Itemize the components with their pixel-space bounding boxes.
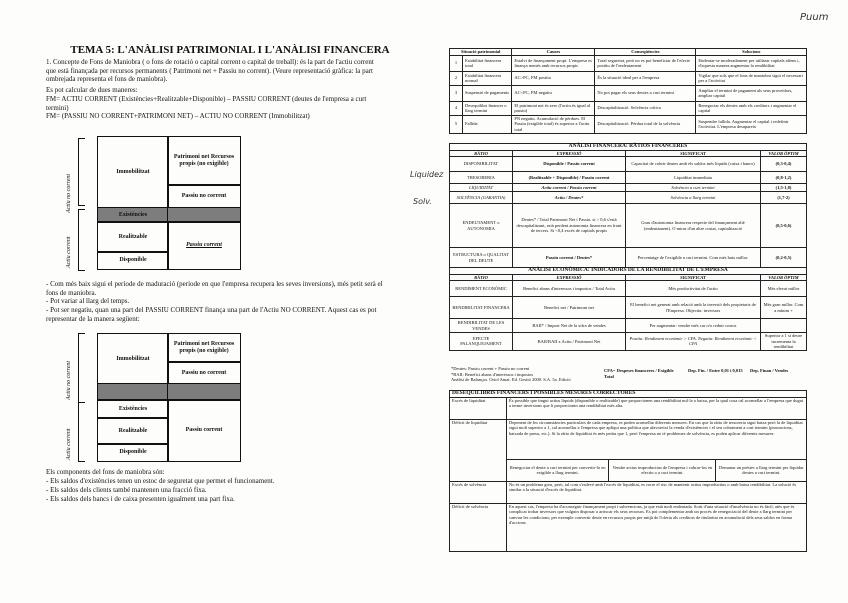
- handwritten-margin-note-solv: Solv.: [413, 197, 432, 206]
- ratio-optimal: (1,5-1,8): [761, 184, 807, 192]
- ratio-row-rendiment-economic: [450, 281, 807, 297]
- significat2-col-header: SIGNIFICAT: [626, 274, 761, 281]
- ratio-meaning: El benefici net generat amb relació amb la inversió dels propietaris de l'Empresa. Objectiu: inversors: [626, 297, 761, 319]
- cell: Endeutar-se moderadament per utilitzar capitals aliens i, d'aquesta manera augmentar la rendibilitat: [696, 55, 807, 71]
- label-actiu-no-corrent: Actiu no corrent: [66, 173, 72, 213]
- passiu-no-corrent2-label: Passiu no corrent: [181, 369, 227, 376]
- bracket-ac: [78, 209, 85, 271]
- footnote-cfa: CFA= Despeses financeres / Exigible Total: [604, 368, 674, 379]
- passiu-corrent-label: Passiu corrent: [186, 242, 222, 248]
- row-number: 3: [450, 85, 463, 101]
- bracket2-ac: [78, 402, 85, 462]
- ratio-name: RENDIMENT ECONÒMIC: [450, 281, 513, 297]
- ratio-optimal: (0,3-0,4): [761, 157, 807, 172]
- row-heading: Excés de liquiditat: [450, 397, 507, 419]
- label-actiu-corrent: Actiu corrent: [66, 236, 72, 268]
- col-header-causes: Causes: [512, 49, 595, 56]
- patrimoni-net2-label: Patrimoni net Recursos propis (no exigible): [173, 341, 235, 354]
- patrimoni-net2-block: [167, 333, 241, 363]
- cell: Renegociar els deutes amb els creditors i augmentar el capital: [696, 101, 807, 115]
- calc-intro: Es pot calcular de dues maneres:: [46, 86, 138, 94]
- realitzable-block: [97, 221, 169, 253]
- realitzable2-label: Realitzable: [118, 427, 148, 434]
- mesura-prestec: Demanar un préstec a llarg termini per liquidar deutes a curt termini.: [716, 459, 807, 481]
- ratio-name: RENDIBILITAT FINANCERA: [450, 297, 513, 319]
- definition-text: 1. Concepte de Fons de Maniobra ( o fons de rotació o capital corrent o capital de treball): és la part de l'actiu corrent que està finançada per recursos permanents ( Patrimoni net + Passiu no corrent). (Veure representació gràfica: la part ombrejada representa el fons de maniobra).: [46, 58, 374, 83]
- cell: Suspendre fallida. Augmentar el capital i redefinir l'activitat. L'empresa desapareix: [696, 115, 807, 133]
- realitzable-label: Realitzable: [118, 233, 148, 240]
- expressio-col-header: EXPRESSIÓ: [513, 150, 626, 157]
- ratio-meaning: Més productivitat de l'actiu: [626, 281, 761, 297]
- ratio-name: SOLVÈNCIA (GARANTIA): [450, 192, 513, 204]
- row-heading: Excés de solvència: [450, 481, 507, 503]
- row-text: En aquest cas, l'empresa ha d'aconseguir finançament propi i subvencions, ja que està molt endeutada. Sorti d'una situació d'insolvència no és fàcil, atès que és complicat trobar inversors que vulguin disposar a arriscar els seus recursos. Es pot complementar amb un procés de renegociació del deute a llarg termini per canviar les condicions; per exemple convertir deute en recursos propis per mitjà de l'oferta als creditors de titularitat en acumulació dels seus saldos en forma d'accions.: [507, 503, 807, 551]
- footnote-source: Anàlisi de Balanços. Oriol Amat. Ed. Gestió 2000. S.A. 5a. Edició: [451, 377, 571, 382]
- cell: AC<PC, FM negatiu: [512, 85, 595, 101]
- cell: Total seguretat, però no es pot beneficiar de l'efecte positiu de l'endeutament: [595, 55, 696, 71]
- passiu-corrent2-block: [167, 399, 241, 462]
- ratio-row-tresoreria: [450, 172, 807, 184]
- ratio-row-solvencia: [450, 192, 807, 204]
- patrimoni-net-block: [167, 136, 241, 186]
- fons-maniobra-definition: [46, 58, 384, 84]
- ratio-optimal: (0,8-1,2): [761, 172, 807, 184]
- cell: Suspensió de pagaments: [463, 85, 512, 101]
- formula-1: FM= ACTIU CORRENT (Existències+Realitzable+Disponible) – PASSIU CORRENT (deutes de l'empresa a curt termini): [46, 95, 367, 112]
- page-title: TEMA 5: L'ANÀLISI PATRIMONIAL I L'ANÀLISI FINANCERA: [70, 44, 390, 56]
- ratio-name: ENDEUTAMENT o AUTONOMIA: [450, 204, 513, 248]
- row-number: 5: [450, 115, 463, 133]
- bullet-variar: - Pot variar al llarg del temps.: [46, 297, 130, 305]
- handwritten-corner-note: Puum: [800, 12, 829, 23]
- passiu-no-corrent-block: [167, 184, 241, 209]
- passiu-no-corrent2-block: [167, 361, 241, 385]
- ratio-name: ESTRUCTURA o QUALITAT DEL DEUTE: [450, 248, 513, 268]
- ratio-meaning: Solvència a llarg termini: [626, 192, 761, 204]
- row-text: És possible que tingui actius líquids (disponible o realitzable) que proporcionen una rendibilitat nul·la o baixa, per la qual cosa cal aconsellar a l'empresa que dugui a terme inversions que li proporcionin una rendibilitat més alta.: [507, 397, 807, 419]
- row-deficit-liquiditat: [450, 419, 807, 459]
- table-row: [450, 71, 807, 85]
- table-row: [450, 101, 807, 115]
- col-header-solucions: Solucions: [696, 49, 807, 56]
- row-heading: Dèficit de liquiditat: [450, 419, 507, 481]
- ratio-row-estructura: [450, 248, 807, 268]
- ratio-row-disponibilitat: [450, 157, 807, 172]
- footnotes: [451, 366, 601, 383]
- ratio-row-rendibilitat-vendes: [450, 319, 807, 333]
- footnote-dep-fin: Dep. Fin. / Entre 0,01 i 0,015: [688, 368, 743, 373]
- footnote-deutes: *Deutes: Passiu corrent + Passiu no corrent: [451, 366, 530, 371]
- formula-2: FM= (PASSIU NO CORRENT+PATRIMONI NET) – ACTIU NO CORRENT (Immobilitzat): [46, 112, 310, 120]
- desequilibris-title: DESEQUILIBRIS FINANCERS I POSSIBLES MESURES CORRECTORES: [450, 391, 807, 398]
- ratio-meaning: Liquiditat immediata: [626, 172, 761, 184]
- cell: Ampliar el termini de pagament als seus proveïdors, ampliar capital: [696, 85, 807, 101]
- passiu-no-corrent-label: Passiu no corrent: [181, 193, 227, 199]
- disponible2-label: Disponible: [119, 449, 147, 455]
- balance-diagram-2: [66, 330, 256, 462]
- existencies2-block: [97, 399, 169, 419]
- mesura-renegociar: Renegociar el deute a curt termini per convertir-lo en exigible a llarg termini.: [507, 459, 609, 481]
- ratio-optimal: (0,2-0,5): [761, 248, 807, 268]
- balance-diagram-1: [66, 133, 256, 271]
- component-bancs: - Els saldos dels bancs i de caixa presenten igualment una part fixa.: [46, 495, 235, 503]
- ratio-expression: Actiu / Deutes*: [513, 192, 626, 204]
- ratio-row-efecte-palanquejament: [450, 333, 807, 351]
- ratio-meaning: Percentatge de l'exigible a curt termini. Com més baix millor.: [626, 248, 761, 268]
- cell: Vigilar que sols que el fons de maniobra sigui el necessari per a l'activitat: [696, 71, 807, 85]
- ratio2-col-header: RÀTIO: [450, 274, 513, 281]
- significat-col-header: SIGNIFICAT: [626, 150, 761, 157]
- label2-actiu-no-corrent: Actiu no corrent: [66, 360, 72, 400]
- expressio2-col-header: EXPRESSIÓ: [513, 274, 626, 281]
- ratio-row-rendibilitat-financera: [450, 297, 807, 319]
- immobilitzat-label: Immobilitzat: [116, 169, 150, 175]
- cell: PN negatiu. Acumulació de pèrdues. El Passiu (exigible total) és superior a l'actiu total: [512, 115, 595, 133]
- ratio-expression: Benefici abans d'interessos i impostos / Total Actiu: [513, 281, 626, 297]
- row-exces-liquiditat: [450, 397, 807, 419]
- immobilitzat-block: [97, 136, 169, 209]
- cell: Estalvi de finançament propi. L'empresa es finança només amb recursos propis: [512, 55, 595, 71]
- patrimoni-net-label: Patrimoni net Recursos propis (no exigible): [173, 154, 235, 167]
- row-number: 4: [450, 101, 463, 115]
- ratio-row-endeutament: [450, 204, 807, 248]
- ratio-name: TRESORERIA: [450, 172, 513, 184]
- ratio-meaning: Grau d'autonomia financera respecte del finançament aliè (endeutament). O mirar d'un altre costat, capitalització: [626, 204, 761, 248]
- ratio-meaning: Solvència a curt termini: [626, 184, 761, 192]
- ratio-expression: BAII/BAII x Actiu / Patrimoni Net: [513, 333, 626, 351]
- ratio-optimal: Més gran millor. Com a mínim +: [761, 297, 807, 319]
- col-header-situacio: Situació patrimonial: [450, 49, 512, 56]
- cell: Fallida: [463, 115, 512, 133]
- immobilitzat2-label: Immobilitzat: [116, 355, 150, 362]
- ratio-expression: Deutes* / Total Patrimoni Net i Passiu. si > 0,6 s'està descapitalitzant, està perdent autonomia financera en front de tercers. Si <0,4 excés de capitals propis: [513, 204, 626, 248]
- ratio-expression: Actiu corrent / Passiu corrent: [513, 184, 626, 192]
- ratio-meaning: Positiu: Rendiment econòmic > CFA. Negatiu: Rendiment econòmic < CFA: [626, 333, 761, 351]
- bracket2-anc: [78, 333, 85, 403]
- section-title-analisi-economica: ANÀLISI ECONÒMICA: INDICADORS DE LA RENDIBILITAT DE L'EMPRESA: [450, 268, 807, 275]
- desequilibris-table: [449, 390, 807, 552]
- ratio-expression: Disponible / Passiu corrent: [513, 157, 626, 172]
- row-number: 2: [450, 71, 463, 85]
- table-row: [450, 115, 807, 133]
- component-existencies: - Els saldos d'existències tenen un estoc de seguretat que permet el funcionament.: [46, 477, 275, 485]
- row-text: No és un problema greu, però, tal com s'esdevé amb l'excés de liquiditat, es corre el risc de mantenir actius improductius o amb baixa rendibilitat. La solució és similar a la situació d'excés de liquiditat.: [507, 481, 807, 503]
- cell: Descapitalització. Pèrdua total de la solvència: [595, 115, 696, 133]
- footnote-dep-finan-vendes: Dep. Finan / Vendes: [750, 368, 789, 373]
- footnote-baii: *BAII: Benefici abans d'interessos i impostos: [451, 371, 534, 377]
- label2-actiu-corrent: Actiu corrent: [66, 428, 72, 460]
- table-row: [450, 85, 807, 101]
- cell: Descapitalització. Solvència crítica: [595, 101, 696, 115]
- ratio-name: EFECTE PALANQUEJAMENT: [450, 333, 513, 351]
- passiu-corrent2-label: Passiu corrent: [185, 427, 223, 433]
- row-exces-solvencia: [450, 481, 807, 503]
- row-number: 1: [450, 55, 463, 71]
- col-header-consequencies: Conseqüències: [595, 49, 696, 56]
- cell: AC>PC, FM positiu: [512, 71, 595, 85]
- cell: Estabilitat financera total: [463, 55, 512, 71]
- existencies2-label: Existències: [118, 405, 148, 412]
- component-clients: - Els saldos dels clients també mantenen una fracció fixa.: [46, 486, 207, 494]
- ratio-optimal: Més elevat millor: [761, 281, 807, 297]
- ratio-name: RENDIBILITAT DE LES VENDES: [450, 319, 513, 333]
- ratio-optimal: Superior a 1 si deure incrementa la rendibilitat: [761, 333, 807, 351]
- cell: És la situació ideal per a l'empresa: [595, 71, 696, 85]
- valor-optim2-col-header: VALOR ÒPTIM: [761, 274, 807, 281]
- disponible2-block: [97, 443, 169, 462]
- ratio-expression: Passiu corrent / Deutes*: [513, 248, 626, 268]
- disponible-label: Disponible: [119, 257, 147, 263]
- ratio-meaning: Per augmentar: vendre més car o/o reduir costos: [626, 319, 761, 333]
- ratio-optimal: [761, 319, 807, 333]
- situacio-patrimonial-table: [449, 48, 807, 134]
- realitzable2-block: [97, 417, 169, 445]
- ratio-name: LIQUIDITAT: [450, 184, 513, 192]
- disponible-block: [97, 251, 169, 270]
- ratio-expression: (Realitzable + Disponible) / Passiu corrent: [513, 172, 626, 184]
- section-title-analisi-financera: ANÀLISI FINANCERA: RÀTIOS FINANCERES: [450, 144, 807, 151]
- row-deficit-solvencia: [450, 503, 807, 551]
- immobilitzat2-block: [97, 333, 169, 385]
- ratio-name: DISPONIBILITAT: [450, 157, 513, 172]
- bracket-anc: [78, 138, 85, 206]
- bullet-periode-maduracio: - Com més baix sigui el període de maduració (període en que l'empresa recupera les seves inversions), més petit serà el fons de maniobra.: [46, 280, 383, 297]
- handwritten-margin-note-liquidez: Liquidez: [410, 170, 444, 179]
- ratio-meaning: Capacitat de cobrir deutes amb els saldos més líquids (caixa i bancs): [626, 157, 761, 172]
- ratio-expression: Benefici net / Patrimoni net: [513, 297, 626, 319]
- ratio-optimal: (0,5-0,6): [761, 204, 807, 248]
- bullet-negatiu: - Pot ser negatiu, quan una part del PASSIU CORRENT finança una part de l'Actiu NO CORRENT. Aquest cas es pot representar de la manera següent:: [46, 306, 377, 323]
- row-heading: Dèficit de solvència: [450, 503, 507, 551]
- ratio-row-liquiditat: [450, 184, 807, 192]
- existencies-label: Existències: [118, 211, 148, 218]
- cell: El patrimoni net és zero (l'actiu és igual al passiu): [512, 101, 595, 115]
- cell: Desequilibri financer o llarg termini: [463, 101, 512, 115]
- cell: No pot pagar els seus deutes a curt termini: [595, 85, 696, 101]
- ratios-table: [449, 143, 807, 351]
- cell: Estabilitat financera normal: [463, 71, 512, 85]
- row-text: Depenent de les circumstàncies particulars de cada empresa, es poden aconsellar diferents mesures. En cas que la ràtio de tresoreria sigui baixa però la de liquiditat sigui molt superior a 1, cal aconsellar a l'empresa que apliqui una política que afavoreixi la venda d'existències i el seu cobrament a curt termini (promocions, baixada de preus, etc.). Si la ràtio de liquiditat és més petita que 1, però l'empresa no té problemes de solvència, es poden aplicar diferents mesures:: [507, 419, 807, 459]
- ratio-expression: BAII* / Import Net de la xifra de vendes: [513, 319, 626, 333]
- ratio-col-header: RÀTIO: [450, 150, 513, 157]
- valor-optim-col-header: VALOR ÒPTIM: [761, 150, 807, 157]
- mesura-vendre-actius: Vendre actius improductius de l'empresa i cobrar-los en efectiu o a curt termini.: [609, 459, 716, 481]
- passiu-corrent-block: [167, 221, 241, 270]
- ratio-optimal: (1,7-2): [761, 192, 807, 204]
- table-row: [450, 55, 807, 71]
- components-intro: Els components del fons de maniobra són:: [46, 468, 165, 476]
